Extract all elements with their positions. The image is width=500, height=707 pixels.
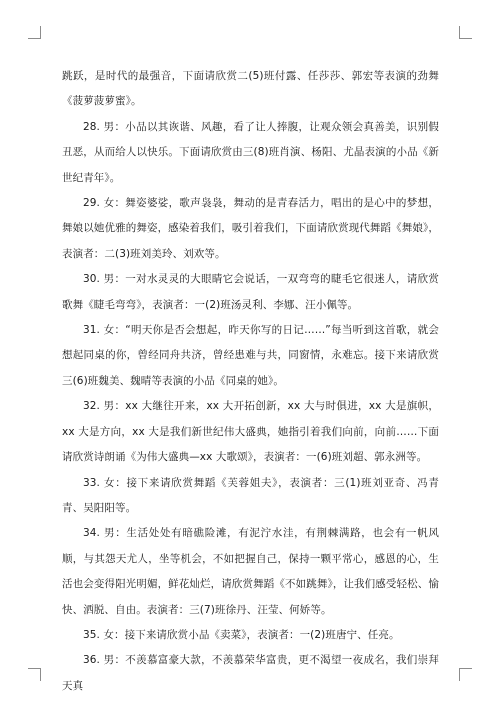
- paragraph-continued: 跳跃，是时代的最强音，下面请欣赏二(5)班付露、任莎莎、郭宏等表演的劲舞《菠萝菠萝蜜》。: [62, 70, 439, 108]
- paragraph-29: 29. 女：舞姿婆娑，歌声袅袅，舞动的是青春活力，唱出的是心中的梦想，舞娘以她优雅的舞姿，感染着我们，吸引着我们，下面请欣赏现代舞蹈《舞娘》，表演者：二(3)班刘美玲、刘欢等。: [62, 197, 439, 260]
- paragraph-31: 31. 女：“明天你是否会想起，昨天你写的日记……”每当听到这首歌，就会想起同桌的你，曾经同舟共济，曾经患难与共，同窗情，永难忘。接下来请欣赏三(6)班魏美、魏晴等表演的小品《同桌的她》。: [62, 324, 439, 387]
- crop-mark-top-right: [459, 26, 472, 39]
- paragraph-30: 30. 男：一对水灵灵的大眼睛它会说话，一双弯弯的睫毛它很迷人，请欣赏歌舞《睫毛弯弯》，表演者：一(2)班汤灵利、李娜、汪小佩等。: [62, 273, 439, 311]
- crop-mark-top-left: [28, 26, 41, 39]
- paragraph-28: 28. 男：小品以其诙谐、风趣，看了让人捧腹，让观众领会真善美，识别假丑恶，从而给人以快乐。下面请欣赏由三(8)班肖演、杨阳、尤晶表演的小品《新世纪青年》。: [62, 120, 439, 184]
- paragraph-33: 33. 女：接下来请欣赏舞蹈《芙蓉姐夫》，表演者：三(1)班刘亚奇、冯青青、吴阳阳等。: [62, 476, 439, 514]
- paragraph-35: 35. 女：接下来请欣赏小品《卖菜》，表演者：一(2)班唐宁、任亮。: [83, 628, 400, 641]
- paragraph-34: 34. 男：生活处处有暗礁险滩，有泥泞水洼，有荆棘满路，也会有一帆风顺，与其怨天尤人，坐等机会，不如把握自己，保持一颗平常心，感恩的心，生活也会变得阳光明媚，鲜花灿烂，请欣赏舞蹈《不如跳舞》，让我们感受轻松、愉快、洒脱、自由。表演者：三(7)班徐丹、汪莹、何娇等。: [62, 527, 439, 616]
- paragraph-36: 36. 男：不羡慕富豪大款，不羡慕荣华富贵，更不渴望一夜成名，我们崇拜天真: [62, 654, 439, 692]
- document-body: [62, 64, 439, 699]
- paragraph-32: 32. 男：xx 大继往开来，xx 大开拓创新，xx 大与时俱进，xx 大是旗帜，xx 大是方向，xx 大是我们新世纪伟大盛典，她指引着我们向前，向前……下面请欣赏诗朗诵《为伟大盛典—xx 大歌颂》，表演者：一(6)班刘超、郭永洲等。: [62, 400, 439, 464]
- crop-mark-bottom-right: [459, 668, 472, 681]
- crop-mark-bottom-left: [28, 668, 41, 681]
